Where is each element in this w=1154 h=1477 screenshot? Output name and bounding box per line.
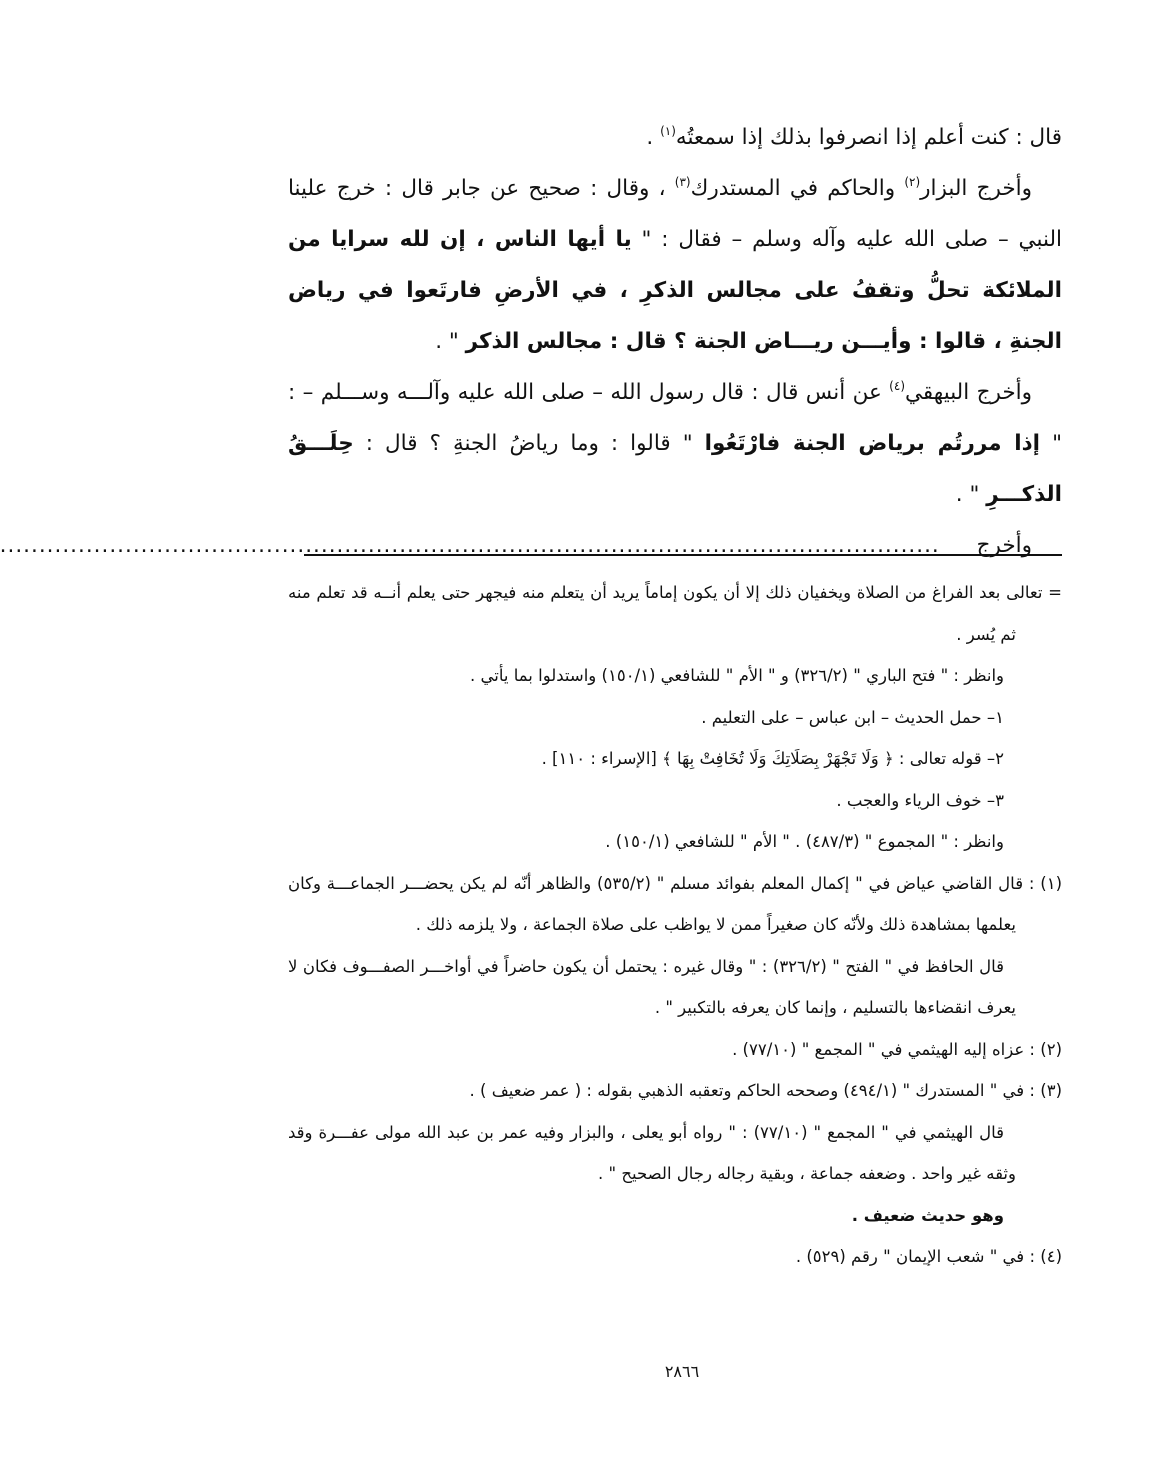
hadith-text-2: إذا مررتُم برياض الجنة فارْتَعُوا — [704, 431, 1041, 456]
paragraph-3-end: " . — [955, 482, 987, 507]
footnote-2: (٢) : عزاه إليه الهيثمي في " المجمع " (٧٧/١٠) . — [732, 1039, 1062, 1059]
footnote-separator — [304, 554, 1062, 556]
footnote-1-quote: قال الحافظ في " الفتح " (٣٢٦/٢) : " وقال غيره : يحتمل أن يكون حاضراً في أواخـــر الصفـــوف فكان لا يعرف انقضاءها بالتسليم ، وإنما كان يعرفه بالتكبير " . — [288, 956, 1016, 1017]
paragraph-1-end: . — [646, 125, 661, 150]
footnote-point-3: ٣– خوف الرياء والعجب . — [836, 790, 1004, 810]
footnote-see-also-1: وانظر : " فتح الباري " (٣٢٦/٢) و " الأم " للشافعي (١٥٠/١) واستدلوا بما يأتي . — [470, 666, 1004, 685]
paragraph-2-text-b: والحاكم في المستدرك — [690, 176, 905, 201]
footnote-see-also-2: وانظر : " المجموع " (٤٨٧/٣) . " الأم " للشافعي (١٥٠/١) . — [605, 832, 1004, 851]
footnote-3: (٣) : في " المستدرك " (٤٩٤/١) وصححه الحاكم وتعقبه الذهبي بقوله : ( عمر ضعيف ) . — [469, 1081, 1062, 1100]
main-text — [0, 112, 1062, 571]
footnote-ref-1: (١) — [660, 124, 676, 138]
hadith-text-1: يا أيها الناس ، إن لله سرايا من الملائكة تحلُّ وتقفُ على مجالس الذكرِ ، في الأرضِ فارتَعوا في رياض الجنةِ ، قالوا : وأيـــن ريـــاض الجنة ؟ قال : مجالس الذكر — [288, 227, 1062, 354]
paragraph-3-text-b: عن أنس قال : قال رسول الله – صلى الله عليه وآلـــه وســـلم – : " — [288, 380, 1062, 456]
paragraph-3-text-a: وأخرج البيهقي — [905, 380, 1032, 405]
footnote-point-2: ٢– قوله تعالى : ﴿ وَلَا تَجْهَرْ بِصَلَاتِكَ وَلَا تُخَافِتْ بِهَا ﴾ [الإسراء : ١١٠] . — [541, 749, 1004, 768]
footnote-4: (٤) : في " شعب الإيمان " رقم (٥٢٩) . — [795, 1247, 1062, 1266]
paragraph-2-text-a: وأخرج البزار — [920, 176, 1033, 201]
paragraph-2-text-c: ، وقال : صحيح عن جابر قال : خرج علينا النبي – صلى الله عليه وآله وسلم – فقال : " — [288, 176, 1062, 252]
paragraph-4-text: وأخرج — [969, 533, 1032, 558]
paragraph-1-text: قال : كنت أعلم إذا انصرفوا بذلك إذا سمعتُه — [675, 125, 1062, 150]
paragraph-2 — [288, 163, 1062, 367]
footnotes — [288, 572, 1062, 1278]
paragraph-1 — [288, 112, 1062, 163]
footnote-3-quote: قال الهيثمي في " المجمع " (٧٧/١٠) : " رواه أبو يعلى ، والبزار وفيه عمر بن عبد الله مولى عفـــرة وقد وثقه غير واحد . وضعفه جماعة ، وبقية رجاله رجال الصحيح " . — [288, 1122, 1016, 1183]
paragraph-2-end: " . — [435, 329, 466, 354]
paragraph-3-text-c: " قالوا : وما رياضُ الجنةِ ؟ قال : — [353, 431, 705, 456]
footnote-ref-2: (٢) — [904, 175, 921, 189]
page-number: ٢٨٦٦ — [664, 1362, 700, 1381]
footnote-point-1: ١– حمل الحديث – ابن عباس – على التعليم . — [701, 707, 1004, 727]
footnote-3-verdict: وهو حديث ضعيف . — [851, 1205, 1004, 1225]
footnote-1: (١) : قال القاضي عياض في " إكمال المعلم بفوائد مسلم " (٥٣٥/٢) والظاهر أنّه لم يكن يحضـــر الجماعـــة وكان يعلمها بمشاهدة ذلك ولأنّه كان صغيراً ممن لا يواظب على صلاة الجماعة ، ولا يلزمه ذلك . — [288, 873, 1062, 934]
footnote-continuation: = تعالى بعد الفراغ من الصلاة ويخفيان ذلك إلا أن يكون إماماً يريد أن يتعلم منه فيجهر حتى يعلم أنــه قد تعلم منه ثم يُسر . — [288, 583, 1062, 644]
footnote-ref-3: (٣) — [674, 175, 691, 189]
hadith-text-3: حِلَـــقُ الذكـــرِ — [288, 431, 1062, 507]
paragraph-4 — [0, 520, 1062, 571]
paragraph-3 — [288, 367, 1062, 520]
ellipsis-dots: ........................................................................................................................ — [0, 533, 940, 558]
footnote-ref-4: (٤) — [889, 379, 905, 393]
